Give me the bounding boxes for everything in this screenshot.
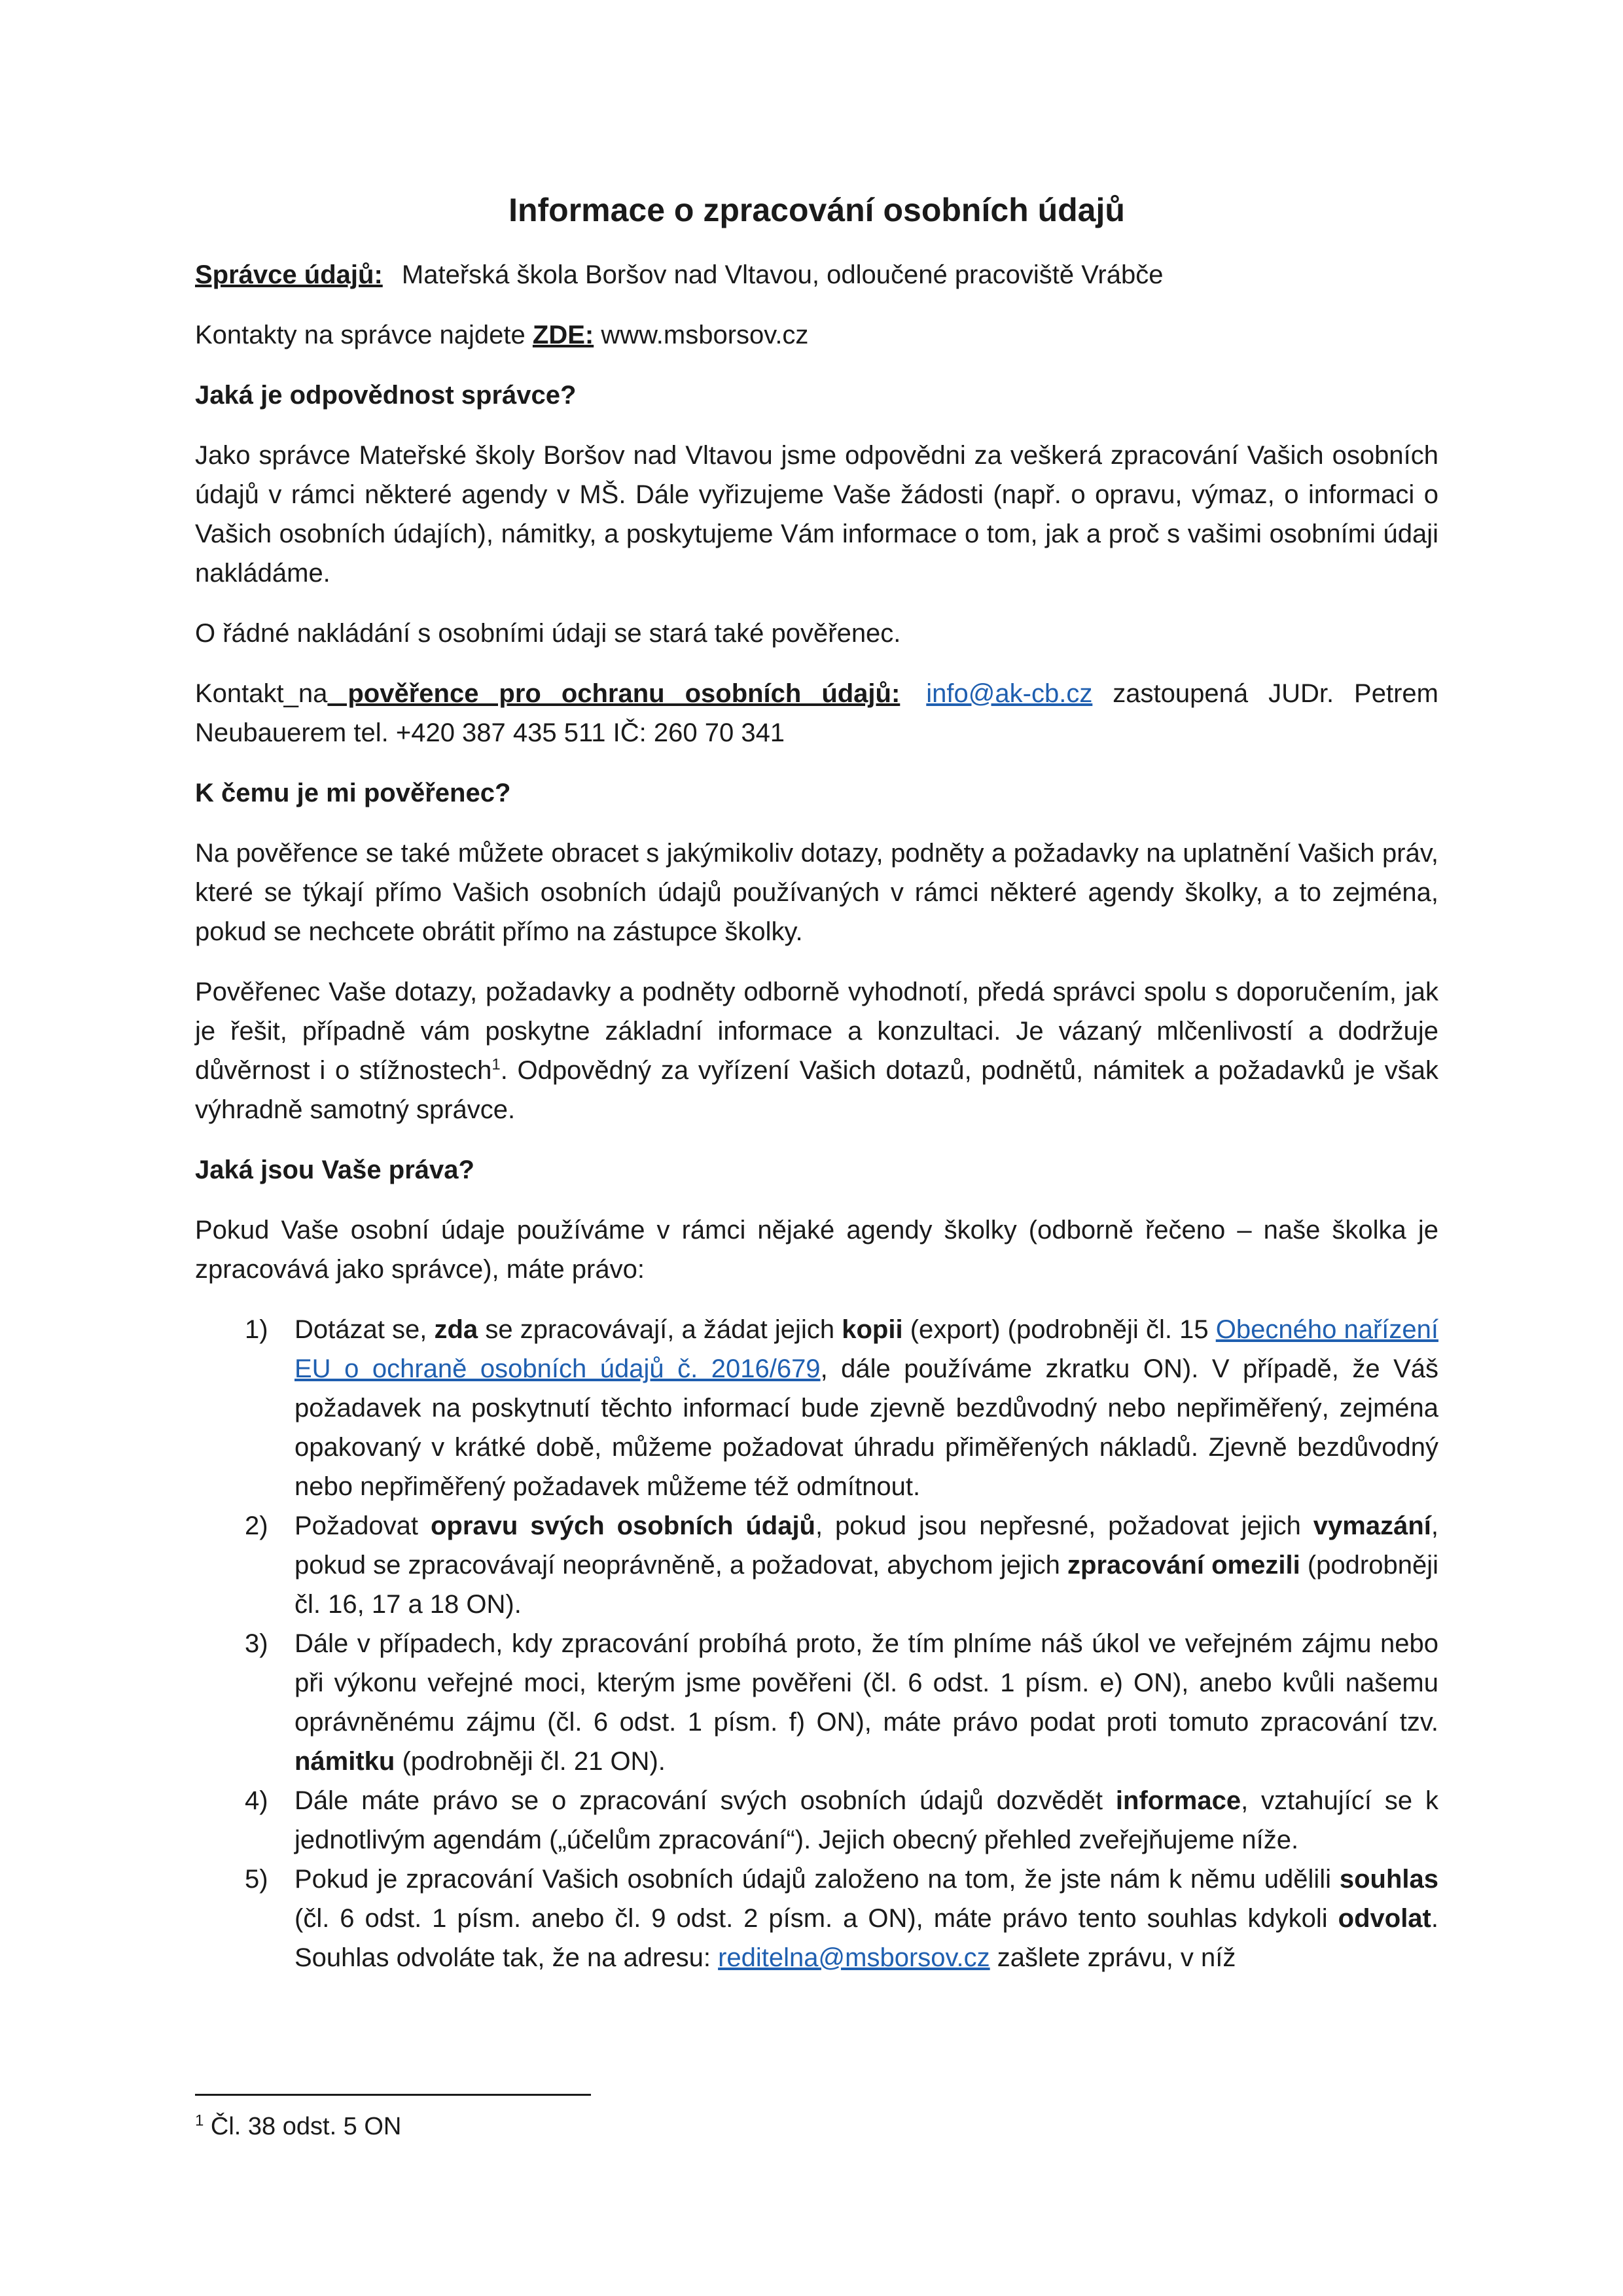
- para-rights-intro: Pokud Vaše osobní údaje používáme v rámci nějaké agendy školky (odborně řečeno – naše školka je zpracovává jako správce), máte právo:: [195, 1216, 1438, 1284]
- footnote-number: 1: [195, 2111, 204, 2130]
- list-item-text: se zpracovávají, a žádat jejich: [478, 1315, 842, 1344]
- list-item-text: , dále používáme zkratku ON). V případě, že Váš požadavek na poskytnutí těchto informací bude zjevně bezdůvodný nebo nepřiměřený, zejména opakovaný v krátké době, můžeme požadovat úhradu přiměřených nákladů. Zjevně bezdůvodný nebo nepřiměřený požadavek můžeme též odmítnout.: [294, 1354, 1438, 1501]
- para-dpo-handles-rest: . Odpovědný za vyřízení Vašich dotazů, podnětů, námitek a požadavků je však výhradně samotný správce.: [195, 1056, 1438, 1124]
- para-why-dpo: Na pověřence se také můžete obracet s jakýmikoliv dotazy, podněty a požadavky na uplatnění Vašich práv, které se týkají přímo Vašich osobních údajů používaných v rámci některé agendy školky, a to zejména, pokud se nechcete obrátit přímo na zástupce školky.: [195, 839, 1438, 946]
- dpo-contact-prefix: Kontakt_na: [195, 679, 328, 708]
- list-item-text: , vztahující se k jednotlivým agendám („účelům zpracování“). Jejich obecný přehled zveřejňujeme níže.: [294, 1786, 1439, 1854]
- controller-line: [195, 255, 1438, 294]
- para-dpo: O řádné nakládání s osobními údaji se stará také pověřenec.: [195, 619, 901, 648]
- heading-why-dpo: K čemu je mi pověřenec?: [195, 779, 511, 807]
- list-item-text: . Souhlas odvoláte tak, že na adresu:: [294, 1904, 1438, 1972]
- gdpr-regulation-link[interactable]: Obecného nařízení EU o ochraně osobních údajů č. 2016/679: [294, 1315, 1438, 1383]
- list-item-text: (podrobněji čl. 16, 17 a 18 ON).: [294, 1551, 1439, 1619]
- list-item: [195, 1781, 1438, 1860]
- list-item-bold: odvolat: [1338, 1904, 1431, 1933]
- document-body: [195, 188, 1438, 1977]
- list-item-text: zašlete zprávu, v níž: [990, 1943, 1236, 1972]
- list-item-text: Dotázat se,: [294, 1315, 435, 1344]
- list-item-number: 3): [245, 1629, 268, 1658]
- dpo-contact-label: pověřence pro ochranu osobních údajů:: [327, 679, 901, 708]
- list-item-bold: zpracování omezili: [1067, 1551, 1300, 1580]
- principal-email-link[interactable]: reditelna@msborsov.cz: [718, 1943, 990, 1972]
- list-item: [195, 1310, 1438, 1506]
- list-item-text: (export) (podrobněji čl. 15: [902, 1315, 1216, 1344]
- controller-value: Mateřská škola Boršov nad Vltavou, odloučené pracoviště Vrábče: [401, 260, 1164, 289]
- para-responsibility: Jako správce Mateřské školy Boršov nad Vltavou jsme odpovědni za veškerá zpracování Vašich osobních údajů v rámci některé agendy v MŠ. Dále vyřizujeme Vaše žádosti (např. o opravu, výmaz, o informaci o Vašich osobních údajích), námitky, a poskytujeme Vám informace o tom, jak a proč s vašimi osobními údaji nakládáme.: [195, 441, 1438, 588]
- contacts-line: [195, 315, 1438, 355]
- list-item-bold: informace: [1115, 1786, 1241, 1815]
- heading-responsibility: Jaká je odpovědnost správce?: [195, 381, 577, 410]
- list-item-text: , pokud jsou nepřesné, požadovat jejich: [815, 1511, 1313, 1540]
- contacts-url[interactable]: www.msborsov.cz: [601, 321, 809, 349]
- para-dpo-handles-text: Pověřenec Vaše dotazy, požadavky a podněty odborně vyhodnotí, předá správci spolu s doporučením, jak je řešit, případně vám poskytne základní informace a konzultaci. Je vázaný mlčenlivostí a dodržuje důvěrnost i o stížnostech: [195, 978, 1438, 1085]
- list-item-bold: souhlas: [1339, 1865, 1438, 1894]
- page-title: Informace o zpracování osobních údajů: [508, 192, 1125, 228]
- list-item-text: Pokud je zpracování Vašich osobních údajů založeno na tom, že jste nám k němu udělili: [294, 1865, 1340, 1894]
- controller-label: Správce údajů:: [195, 260, 383, 289]
- list-item-bold: vymazání: [1313, 1511, 1431, 1540]
- list-item-number: 5): [245, 1865, 268, 1894]
- list-item: [195, 1624, 1438, 1781]
- dpo-contact: [195, 674, 1438, 752]
- heading-rights: Jaká jsou Vaše práva?: [195, 1156, 474, 1184]
- list-item-text: Dále v případech, kdy zpracování probíhá proto, že tím plníme náš úkol ve veřejném zájmu nebo při výkonu veřejné moci, kterým jsme pověřeni (čl. 6 odst. 1 písm. e) ON), anebo kvůli našemu oprávněnému zájmu (čl. 6 odst. 1 písm. f) ON), máte právo podat proti tomuto zpracování tzv.: [294, 1629, 1438, 1737]
- footnote-ref[interactable]: 1: [491, 1055, 501, 1074]
- list-item: [195, 1860, 1438, 1977]
- list-item-number: 4): [245, 1786, 268, 1815]
- dpo-email-link[interactable]: info@ak-cb.cz: [926, 679, 1093, 708]
- rights-list: [195, 1310, 1438, 1977]
- list-item-text: , pokud se zpracovávají neoprávněně, a požadovat, abychom jejich: [294, 1511, 1438, 1580]
- contacts-zde: ZDE:: [532, 321, 594, 349]
- footnote: [195, 2108, 401, 2145]
- list-item-bold: námitku: [294, 1747, 395, 1776]
- list-item-bold: kopii: [842, 1315, 903, 1344]
- list-item-text: Dále máte právo se o zpracování svých osobních údajů dozvědět: [294, 1786, 1116, 1815]
- list-item-text: (podrobněji čl. 21 ON).: [395, 1747, 666, 1776]
- list-item-text: Požadovat: [294, 1511, 431, 1540]
- para-dpo-handles: [195, 972, 1438, 1129]
- contacts-prefix: Kontakty na správce najdete: [195, 321, 533, 349]
- dpo-contact-rest: zastoupená JUDr. Petrem Neubauerem tel. +420 387 435 511 IČ: 260 70 341: [195, 679, 1438, 747]
- list-item: [195, 1506, 1438, 1624]
- list-item-number: 1): [245, 1315, 268, 1344]
- list-item-number: 2): [245, 1511, 268, 1540]
- list-item-text: (čl. 6 odst. 1 písm. anebo čl. 9 odst. 2 písm. a ON), máte právo tento souhlas kdykoli: [294, 1904, 1338, 1933]
- footnote-divider: [195, 2094, 591, 2096]
- list-item-bold: opravu svých osobních údajů: [430, 1511, 815, 1540]
- list-item-bold: zda: [434, 1315, 478, 1344]
- footnote-text: Čl. 38 odst. 5 ON: [204, 2113, 402, 2140]
